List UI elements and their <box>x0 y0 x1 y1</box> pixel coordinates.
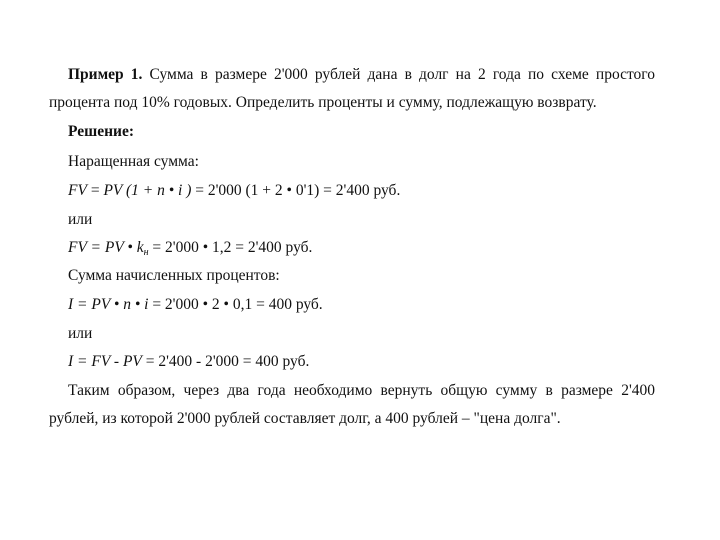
formula-fv-2-rest: = 2'000 • 1,2 = 2'400 руб. <box>148 239 313 256</box>
formula-i-2 <box>68 352 309 372</box>
solution-heading-text: Решение: <box>68 123 135 140</box>
accrued-sum-label-text: Наращенная сумма: <box>68 153 199 170</box>
formula-k-subscript: н <box>143 247 149 258</box>
or-line-1 <box>68 210 92 230</box>
conclusion-line-2 <box>49 409 561 429</box>
example-text-2: процента под 10% годовых. Определить проценты и сумму, подлежащую возврату. <box>49 94 597 111</box>
example-label: Пример 1. <box>68 66 143 83</box>
formula-i-1-rest: = 2'000 • 2 • 0,1 = 400 руб. <box>148 296 323 313</box>
or-line-2 <box>68 324 92 344</box>
formula-eq: = <box>86 182 104 199</box>
formula-fv-symbol: FV <box>68 182 87 199</box>
solution-heading <box>68 122 134 142</box>
or-text-2: или <box>68 325 93 342</box>
example-text-1: Сумма в размере 2'000 рублей дана в долг на 2 года по схеме простого <box>149 66 655 83</box>
formula-fv-1 <box>68 181 400 201</box>
conclusion-line-1 <box>68 381 655 401</box>
interest-sum-label <box>68 266 280 286</box>
formula-fv-2 <box>68 238 312 258</box>
interest-sum-label-text: Сумма начисленных процентов: <box>68 267 280 284</box>
formula-fv-1-rest: = 2'000 (1 + 2 • 0'1) = 2'400 руб. <box>195 182 401 199</box>
formula-i-1-lhs: I = PV • n • i <box>68 296 149 313</box>
example-line-1 <box>68 65 655 85</box>
or-text-1: или <box>68 211 93 228</box>
conclusion-text-2: рублей, из которой 2'000 рублей составляет долг, а 400 рублей – "цена долга". <box>49 410 561 427</box>
example-line-2 <box>49 93 597 113</box>
formula-paren: (1 + n • i ) <box>122 182 196 199</box>
formula-fv-2-lhs: FV = PV • k <box>68 239 144 256</box>
formula-i-2-lhs: I = FV - PV <box>68 353 142 370</box>
formula-i-1 <box>68 295 323 315</box>
accrued-sum-label <box>68 152 199 172</box>
formula-i-2-rest: = 2'400 - 2'000 = 400 руб. <box>141 353 310 370</box>
formula-pv-symbol: PV <box>103 182 123 199</box>
conclusion-text-1: Таким образом, через два года необходимо вернуть общую сумму в размере 2'400 <box>68 382 655 399</box>
